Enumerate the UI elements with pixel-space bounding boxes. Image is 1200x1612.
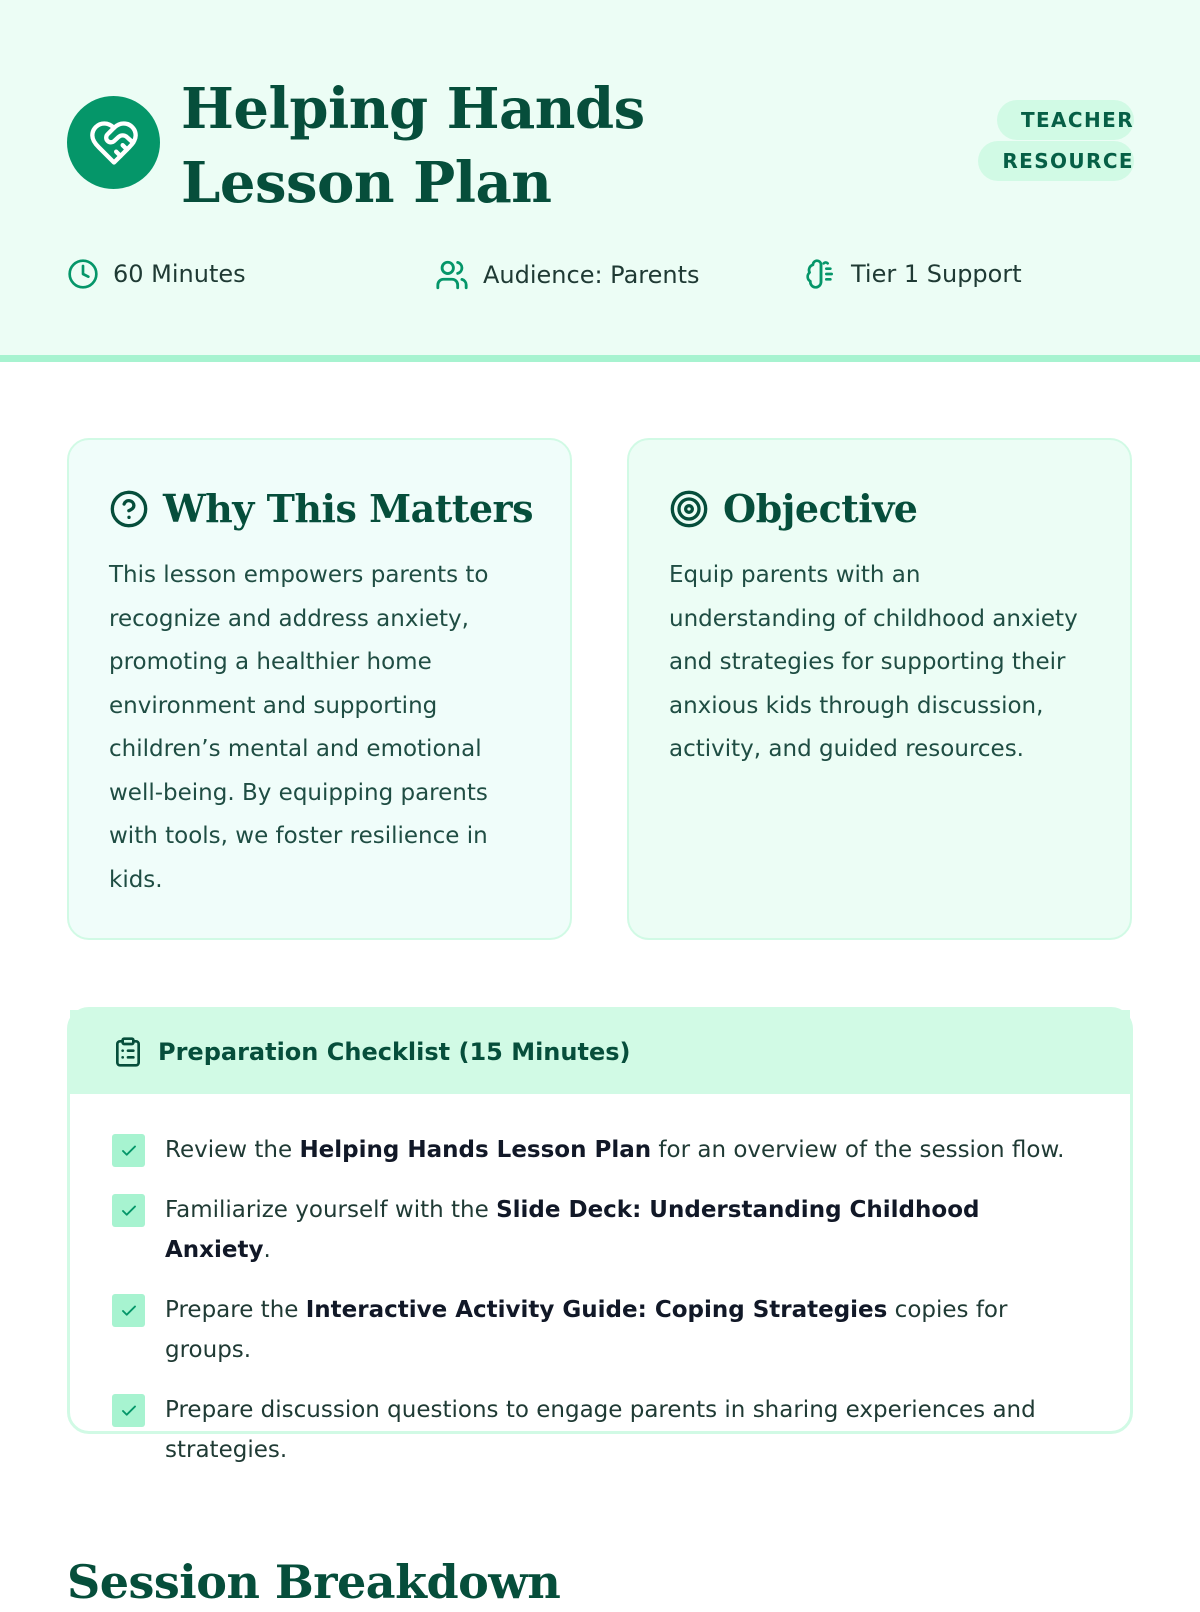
resource-badge <box>970 100 1134 182</box>
checklist-item <box>112 1290 1090 1370</box>
checklist-title: Preparation Checklist (15 Minutes) <box>158 1038 631 1066</box>
checklist-item-text: Review the Helping Hands Lesson Plan for an overview of the session flow. <box>165 1137 1065 1163</box>
check-icon[interactable] <box>112 1194 145 1227</box>
page-title: Helping Hands Lesson Plan <box>181 76 645 216</box>
checklist-item <box>112 1190 1090 1270</box>
card-body: This lesson empowers parents to recognize and address anxiety, promoting a healthier home environment and supporting children’s mental and emotional well-being. By equipping parents with tools, we foster resilience in kids. <box>109 562 489 893</box>
badge-label: TEACHER RESOURCE <box>978 100 1134 181</box>
checklist-item <box>112 1390 1090 1470</box>
heart-handshake-icon <box>67 96 160 189</box>
objective-card <box>627 438 1132 940</box>
session-breakdown-title: Session Breakdown <box>67 1555 561 1609</box>
help-circle-icon <box>109 489 149 529</box>
checklist-item-text: Familiarize yourself with the Slide Deck: Understanding Childhood Anxiety. <box>165 1197 980 1263</box>
card-title: Objective <box>723 486 918 531</box>
checklist-item-text: Prepare discussion questions to engage parents in sharing experiences and strategies. <box>165 1397 1036 1463</box>
audience-text: Audience: Parents <box>483 261 700 289</box>
checklist-items <box>70 1094 1130 1470</box>
card-header <box>109 486 533 531</box>
why-this-matters-card <box>67 438 572 940</box>
card-title: Why This Matters <box>163 486 533 531</box>
users-icon <box>435 258 469 292</box>
target-icon <box>669 489 709 529</box>
header <box>0 0 1200 362</box>
checklist-item-text: Prepare the Interactive Activity Guide: Coping Strategies copies for groups. <box>165 1297 1008 1363</box>
check-icon[interactable] <box>112 1394 145 1427</box>
check-icon[interactable] <box>112 1294 145 1327</box>
check-icon[interactable] <box>112 1134 145 1167</box>
meta-duration <box>67 258 246 290</box>
brain-icon <box>805 258 837 290</box>
card-header <box>669 486 917 531</box>
clipboard-list-icon <box>112 1036 144 1068</box>
duration-text: 60 Minutes <box>113 260 246 288</box>
checklist-header <box>70 1010 1130 1094</box>
card-body: Equip parents with an understanding of childhood anxiety and strategies for supporting their anxious kids through discussion, activity, and guided resources. <box>669 562 1078 762</box>
meta-audience <box>435 258 700 292</box>
checklist-item <box>112 1130 1090 1170</box>
preparation-checklist <box>67 1007 1133 1463</box>
tier-text: Tier 1 Support <box>851 260 1022 288</box>
meta-tier <box>805 258 1022 290</box>
clock-icon <box>67 258 99 290</box>
